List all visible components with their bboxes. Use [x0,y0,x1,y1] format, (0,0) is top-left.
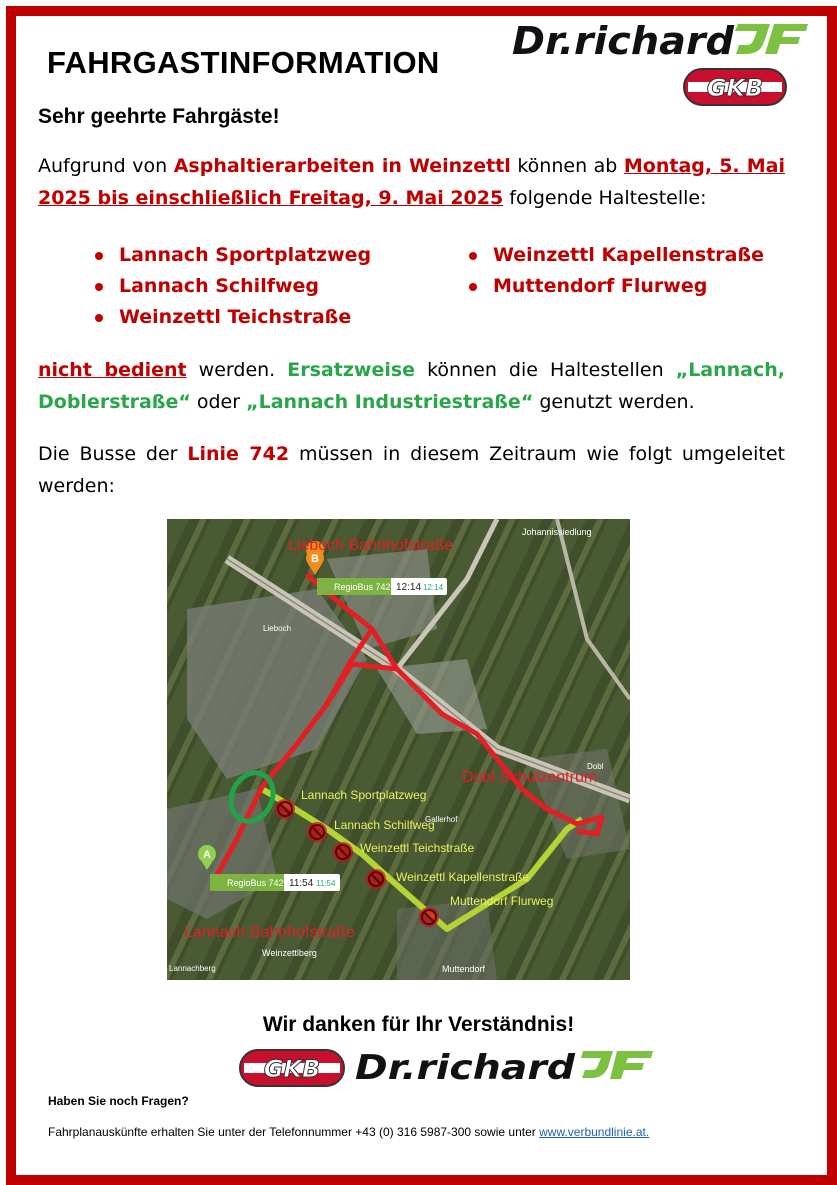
closed-stop-sign-icon [419,907,439,927]
intro-works: Asphaltierarbeiten in Weinzettl [173,155,511,177]
intro-dates: Montag, 5. Mai 2025 bis einschließlich Freitag, 9. Mai 2025 [38,155,785,209]
verbundlinie-link[interactable]: www.verbundlinie.at. [539,1125,650,1139]
replacement-text-3: oder [196,391,241,413]
intro-paragraph [38,150,785,214]
intro-text-2: können ab [517,155,618,177]
stop-name: Muttendorf Flurweg [493,275,708,297]
replacement-text-1: werden. [198,359,276,381]
closed-stop-label: Weinzettl Teichstraße [360,841,475,855]
greeting: Sehr geehrte Fahrgäste! [38,105,280,128]
closed-stop-sign-icon [307,822,327,842]
closed-stop-sign-icon [275,799,295,819]
bullet-icon [469,283,477,291]
place-label: Gallerhof [425,815,458,824]
detour-paragraph [38,438,785,502]
stop-name: Lannach Sportplatzweg [119,244,372,266]
detour-text-2: müssen in diesem Zeitraum wie folgt umgeleitet werden: [38,443,785,497]
gkb-logo [682,67,788,107]
list-item [95,271,371,302]
bus-badge-time: 11:54 [289,878,314,889]
replacement-text-2: können die Haltestellen [427,359,664,381]
list-item [95,240,371,271]
place-label: Dobl [587,762,604,771]
thanks-text: Wir danken für Ihr Verständnis! [262,1013,575,1036]
detour-text-1: Die Busse der [38,443,178,465]
replacement-stop-2: „Lannach Industriestraße“ [246,391,534,413]
detour-map [167,519,630,980]
list-item [469,240,764,271]
map-label-lannach: Lannach Bahnhofstraße [184,924,355,941]
marker-a-label: A [203,849,211,861]
stop-name: Weinzettl Teichstraße [119,306,352,328]
replacement-paragraph [38,354,785,418]
bullet-icon [95,283,103,291]
replacement-stop-1: „Lannach, Doblerstraße“ [38,359,785,413]
place-label: Lannachberg [169,964,216,973]
place-label: Lieboch [263,624,292,633]
bus-badge-bottom [210,874,340,891]
list-item [469,271,764,302]
closed-stop-label: Weinzettl Kapellenstraße [396,870,530,884]
footer-text [48,1125,649,1139]
not-served: nicht bedient [38,359,187,381]
bullet-icon [469,252,477,260]
stop-name: Weinzettl Kapellenstraße [493,244,765,266]
place-label: Weinzettlberg [262,948,317,958]
dr-richard-logo-text: Dr.richard [512,19,735,63]
closed-stop-label: Muttendorf Flurweg [450,894,554,908]
bus-badge-time-small: 11:54 [316,879,336,888]
place-label: Muttendorf [442,964,486,974]
marker-b-label: B [311,553,319,565]
footer-info: Fahrplanauskünfte erhalten Sie unter der Telefonnummer +43 (0) 316 5987-300 sowie unter [48,1125,536,1139]
replacement-text-4: genutzt werden. [539,391,695,413]
bus-badge-label: RegioBus 742 [227,878,284,888]
bus-badge-label: RegioBus 742 [334,582,391,592]
bullet-icon [95,252,103,260]
faq-heading: Haben Sie noch Fragen? [48,1094,189,1108]
closed-stop-sign-icon [366,869,386,889]
line-number: Linie 742 [187,443,290,465]
list-item [95,302,371,333]
closed-stop-label: Lannach Schilfweg [334,818,435,832]
closed-stop-sign-icon [333,842,353,862]
dr-richard-logo-bottom-text: Dr.richard [355,1048,576,1086]
gkb-logo-bottom [238,1048,346,1088]
closed-stops-left [95,240,371,333]
closed-stops-right [469,240,764,302]
gkb-logo-bottom-text: GKB [263,1055,321,1083]
place-label: Johannissiedlung [522,527,592,537]
stop-name: Lannach Schilfweg [119,275,320,297]
map-label-lieboch: Lieboch Bahnhofstraße [288,537,454,554]
page-title: FAHRGASTINFORMATION [47,45,440,80]
intro-text-3: folgende Haltestelle: [509,187,707,209]
gkb-logo-text: GKB [706,74,764,102]
bus-badge-top [317,578,447,595]
map-label-dobl: Dobl Schulzentrum [462,769,598,786]
intro-text-1: Aufgrund von [38,155,168,177]
bullet-icon [95,314,103,322]
alternatively: Ersatzweise [287,359,416,381]
closed-stop-label: Lannach Sportplatzweg [301,788,427,802]
bus-badge-time-small: 12:14 [423,583,444,592]
bus-badge-time: 12:14 [396,582,422,593]
dr-richard-logo [512,18,812,64]
dr-richard-logo-bottom [355,1046,657,1086]
